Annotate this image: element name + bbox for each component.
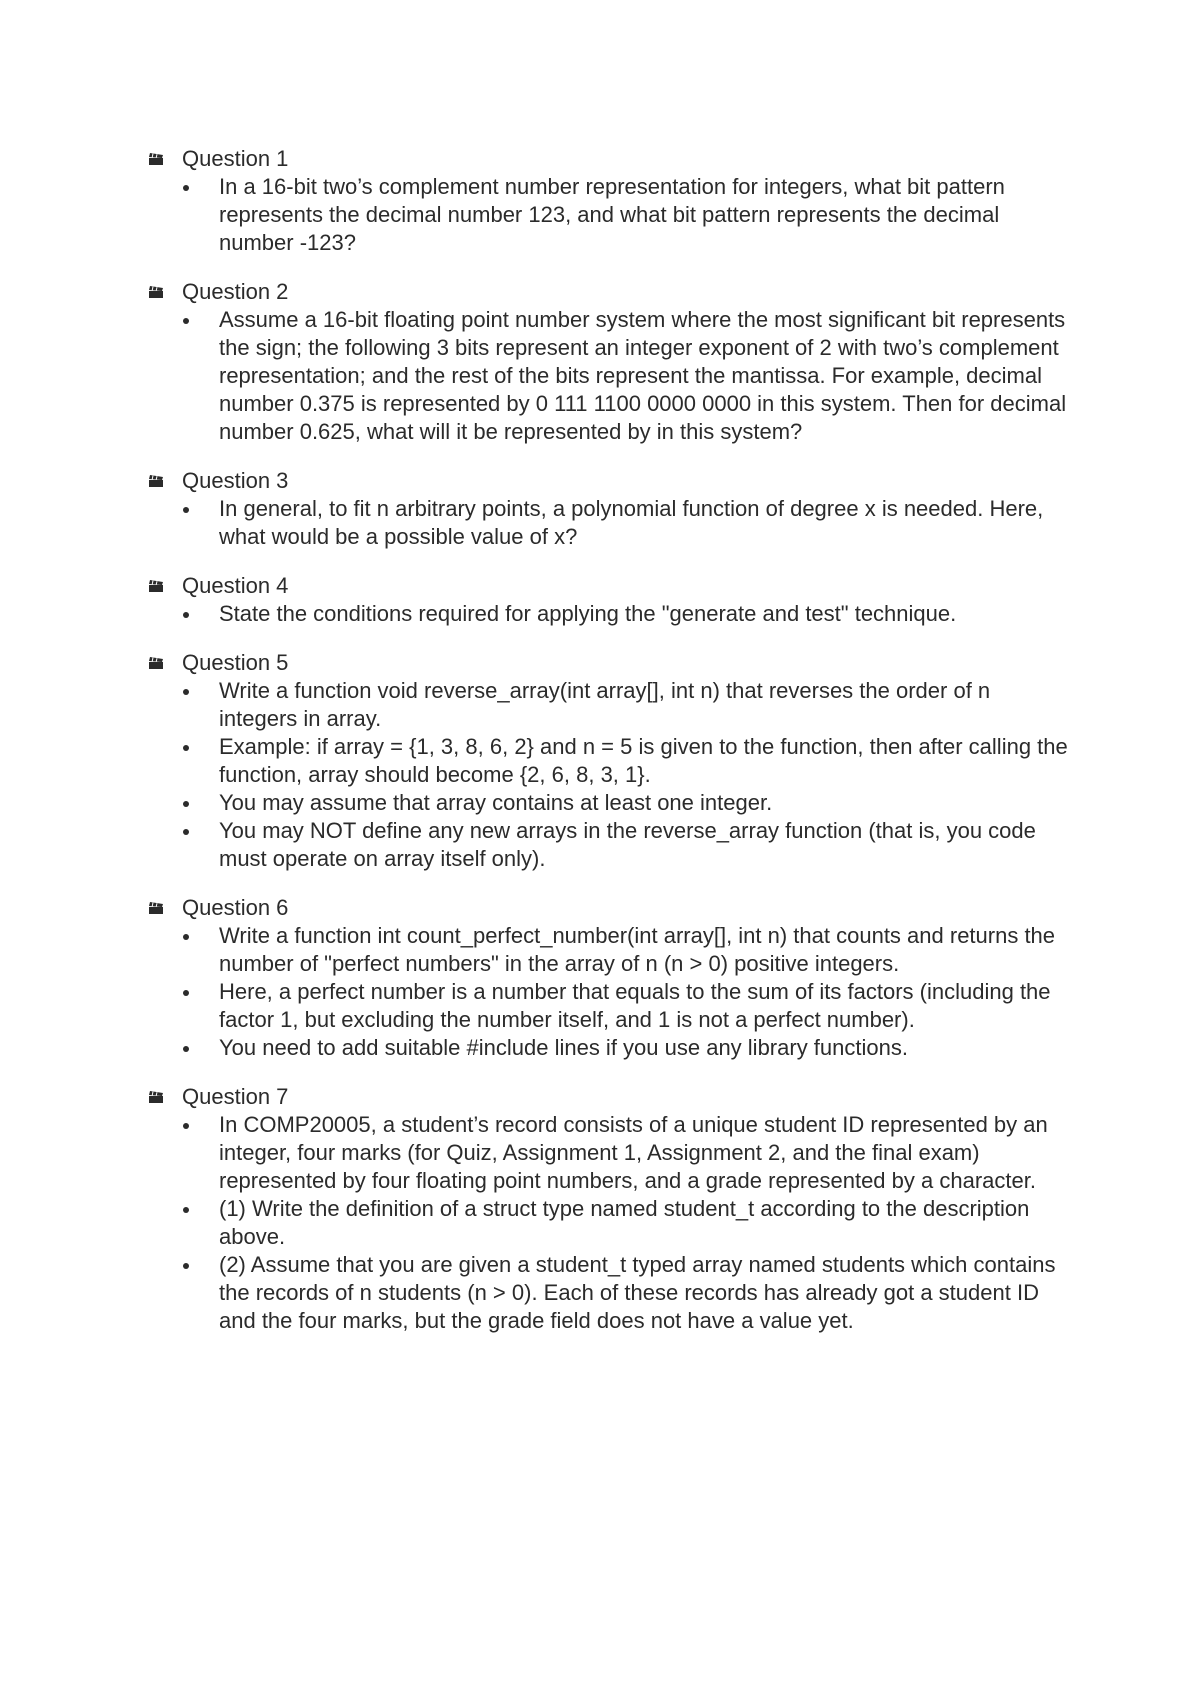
item-text: Write a function int count_perfect_number(int array[], int n) that counts and returns the number of "perfect numbers" in the array of n (n > 0) positive integers. [219, 923, 1056, 976]
list-item [148, 978, 1068, 1034]
bullet-icon [183, 689, 189, 695]
item-text: Example: if array = {1, 3, 8, 6, 2} and n = 5 is given to the function, then after calling the function, array should become {2, 6, 8, 3, 1}. [219, 734, 1068, 787]
question-block-1 [148, 145, 1068, 257]
bullet-icon [183, 934, 189, 940]
question-heading [148, 1083, 1068, 1111]
question-items [148, 1111, 1068, 1335]
list-item [148, 1034, 1068, 1062]
list-item [148, 677, 1068, 733]
question-title: Question 1 [182, 146, 289, 171]
clapperboard-icon [148, 901, 164, 915]
clapperboard-icon [148, 656, 164, 670]
question-block-4 [148, 572, 1068, 628]
clapperboard-icon [148, 1090, 164, 1104]
list-item [148, 1251, 1068, 1335]
question-heading [148, 145, 1068, 173]
question-title: Question 6 [182, 895, 289, 920]
question-block-5 [148, 649, 1068, 873]
clapperboard-icon [148, 579, 164, 593]
question-title: Question 2 [182, 279, 289, 304]
question-block-2 [148, 278, 1068, 446]
bullet-icon [183, 1123, 189, 1129]
list-item [148, 495, 1068, 551]
bullet-icon [183, 507, 189, 513]
list-item [148, 1195, 1068, 1251]
item-text: Here, a perfect number is a number that equals to the sum of its factors (including the factor 1, but excluding the number itself, and 1 is not a perfect number). [219, 979, 1051, 1032]
question-title: Question 4 [182, 573, 289, 598]
question-list [148, 145, 1068, 1356]
bullet-icon [183, 990, 189, 996]
bullet-icon [183, 1207, 189, 1213]
bullet-icon [183, 829, 189, 835]
question-items [148, 495, 1068, 551]
question-items [148, 306, 1068, 446]
list-item [148, 922, 1068, 978]
item-text: You may assume that array contains at least one integer. [219, 790, 773, 815]
item-text: You need to add suitable #include lines if you use any library functions. [219, 1035, 908, 1060]
item-text: In a 16-bit two’s complement number representation for integers, what bit pattern represents the decimal number 123, and what bit pattern represents the decimal number -123? [219, 174, 1005, 255]
item-text: In COMP20005, a student’s record consists of a unique student ID represented by an integer, four marks (for Quiz, Assignment 1, Assignment 2, and the final exam) represented by four floating point numbers, and a grade represented by a character. [219, 1112, 1048, 1193]
list-item [148, 789, 1068, 817]
bullet-icon [183, 745, 189, 751]
item-text: In general, to fit n arbitrary points, a polynomial function of degree x is needed. Here, what would be a possible value of x? [219, 496, 1044, 549]
clapperboard-icon [148, 285, 164, 299]
list-item [148, 817, 1068, 873]
bullet-icon [183, 1046, 189, 1052]
bullet-icon [183, 185, 189, 191]
question-items [148, 600, 1068, 628]
question-heading [148, 649, 1068, 677]
item-text: (1) Write the definition of a struct type named student_t according to the description above. [219, 1196, 1030, 1249]
bullet-icon [183, 318, 189, 324]
list-item [148, 1111, 1068, 1195]
question-title: Question 3 [182, 468, 289, 493]
question-block-6 [148, 894, 1068, 1062]
clapperboard-icon [148, 474, 164, 488]
question-items [148, 677, 1068, 873]
bullet-icon [183, 801, 189, 807]
clapperboard-icon [148, 152, 164, 166]
list-item [148, 733, 1068, 789]
question-title: Question 5 [182, 650, 289, 675]
question-block-3 [148, 467, 1068, 551]
question-block-7 [148, 1083, 1068, 1335]
question-heading [148, 894, 1068, 922]
item-text: (2) Assume that you are given a student_t typed array named students which contains the records of n students (n > 0). Each of these records has already got a student ID and the four marks, but the grade field does not have a value yet. [219, 1252, 1056, 1333]
item-text: Assume a 16-bit floating point number system where the most significant bit represents the sign; the following 3 bits represent an integer exponent of 2 with two’s complement representation; and the rest of the bits represent the mantissa. For example, decimal number 0.375 is represented by 0 111 1100 0000 0000 in this system. Then for decimal number 0.625, what will it be represented by in this system? [219, 307, 1067, 444]
list-item [148, 173, 1068, 257]
question-heading [148, 278, 1068, 306]
question-title: Question 7 [182, 1084, 289, 1109]
list-item [148, 306, 1068, 446]
question-heading [148, 572, 1068, 600]
item-text: Write a function void reverse_array(int array[], int n) that reverses the order of n integers in array. [219, 678, 991, 731]
question-heading [148, 467, 1068, 495]
item-text: State the conditions required for applying the "generate and test" technique. [219, 601, 957, 626]
bullet-icon [183, 612, 189, 618]
question-items [148, 922, 1068, 1062]
bullet-icon [183, 1263, 189, 1269]
item-text: You may NOT define any new arrays in the reverse_array function (that is, you code must operate on array itself only). [219, 818, 1036, 871]
question-items [148, 173, 1068, 257]
list-item [148, 600, 1068, 628]
